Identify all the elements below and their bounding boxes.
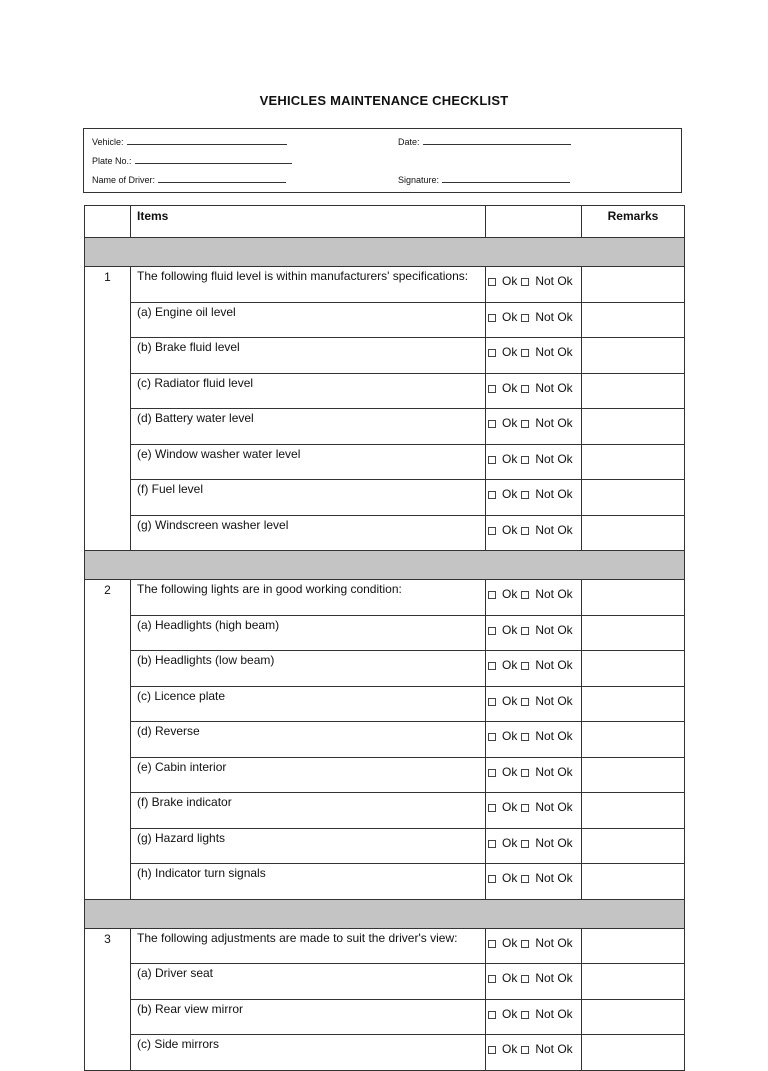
item-label: (b) Rear view mirror — [131, 999, 486, 1035]
section-number: 1 — [85, 267, 131, 303]
section-number-cell — [85, 1035, 131, 1071]
ok-label: Ok — [502, 451, 518, 466]
section-number: 2 — [85, 580, 131, 616]
ok-checkbox[interactable] — [488, 875, 496, 883]
item-label: (b) Brake fluid level — [131, 338, 486, 374]
item-label: (c) Radiator fluid level — [131, 373, 486, 409]
item-label: (d) Battery water level — [131, 409, 486, 445]
item-label: The following adjustments are made to suit the driver's view: — [131, 928, 486, 964]
ok-checkbox[interactable] — [488, 769, 496, 777]
not-ok-checkbox[interactable] — [521, 591, 529, 599]
ok-label: Ok — [502, 522, 518, 537]
vehicle-field[interactable] — [92, 135, 287, 147]
not-ok-label: Not Ok — [535, 1042, 573, 1056]
table-row — [85, 722, 685, 758]
not-ok-checkbox[interactable] — [521, 875, 529, 883]
section-number-cell — [85, 722, 131, 758]
remarks-header: Remarks — [582, 206, 685, 238]
section-number-cell — [85, 793, 131, 829]
section-number-cell — [85, 757, 131, 793]
section-number: 3 — [85, 928, 131, 964]
not-ok-label: Not Ok — [535, 345, 573, 359]
table-row — [85, 964, 685, 1000]
ok-checkbox[interactable] — [488, 527, 496, 535]
remarks-cell[interactable] — [582, 722, 685, 758]
section-separator — [85, 238, 685, 267]
not-ok-label: Not Ok — [535, 871, 573, 885]
remarks-cell[interactable] — [582, 480, 685, 516]
not-ok-checkbox[interactable] — [521, 940, 529, 948]
not-ok-label: Not Ok — [535, 658, 573, 672]
ok-checkbox[interactable] — [488, 662, 496, 670]
ok-checkbox[interactable] — [488, 278, 496, 286]
not-ok-label: Not Ok — [535, 522, 573, 537]
ok-label: Ok — [502, 729, 518, 743]
ok-checkbox[interactable] — [488, 698, 496, 706]
remarks-cell[interactable] — [582, 999, 685, 1035]
table-row — [85, 651, 685, 687]
status-options — [486, 793, 582, 829]
not-ok-checkbox[interactable] — [521, 278, 529, 286]
ok-label: Ok — [502, 1042, 518, 1056]
ok-checkbox[interactable] — [488, 840, 496, 848]
not-ok-label: Not Ok — [535, 622, 573, 637]
signature-label: Signature: — [398, 175, 440, 185]
not-ok-label: Not Ok — [535, 309, 573, 324]
status-options — [486, 444, 582, 480]
status-options — [486, 651, 582, 687]
ok-label: Ok — [502, 658, 518, 672]
ok-checkbox[interactable] — [488, 420, 496, 428]
ok-label: Ok — [502, 274, 518, 288]
section-number-cell — [85, 999, 131, 1035]
status-options — [486, 580, 582, 616]
ok-checkbox[interactable] — [488, 733, 496, 741]
item-label: (c) Licence plate — [131, 686, 486, 722]
not-ok-label: Not Ok — [535, 800, 573, 814]
signature-field[interactable] — [398, 173, 570, 185]
table-row — [85, 580, 685, 616]
section-separator-cell — [85, 899, 685, 928]
section-number-cell — [85, 864, 131, 900]
signature-input-line[interactable] — [442, 173, 570, 183]
status-options — [486, 302, 582, 338]
plate-input-line[interactable] — [135, 154, 292, 164]
remarks-cell[interactable] — [582, 928, 685, 964]
table-row — [85, 615, 685, 651]
ok-checkbox[interactable] — [488, 804, 496, 812]
not-ok-label: Not Ok — [535, 416, 573, 430]
status-options — [486, 864, 582, 900]
item-label: (g) Hazard lights — [131, 828, 486, 864]
section-number-cell — [85, 515, 131, 551]
status-options — [486, 722, 582, 758]
not-ok-checkbox[interactable] — [521, 527, 529, 535]
not-ok-checkbox[interactable] — [521, 840, 529, 848]
table-row — [85, 444, 685, 480]
item-label: (a) Engine oil level — [131, 302, 486, 338]
not-ok-checkbox[interactable] — [521, 385, 529, 393]
table-row — [85, 1035, 685, 1071]
not-ok-checkbox[interactable] — [521, 975, 529, 983]
ok-checkbox[interactable] — [488, 456, 496, 464]
remarks-cell[interactable] — [582, 828, 685, 864]
status-options — [486, 409, 582, 445]
ok-checkbox[interactable] — [488, 385, 496, 393]
ok-label: Ok — [502, 693, 518, 708]
ok-checkbox[interactable] — [488, 975, 496, 983]
ok-checkbox[interactable] — [488, 349, 496, 357]
status-options — [486, 338, 582, 374]
date-label: Date: — [398, 137, 420, 147]
status-options — [486, 515, 582, 551]
ok-checkbox[interactable] — [488, 940, 496, 948]
status-options — [486, 757, 582, 793]
date-field[interactable] — [398, 135, 571, 147]
not-ok-label: Not Ok — [535, 935, 573, 950]
ok-checkbox[interactable] — [488, 491, 496, 499]
remarks-cell[interactable] — [582, 793, 685, 829]
ok-checkbox[interactable] — [488, 314, 496, 322]
remarks-cell[interactable] — [582, 580, 685, 616]
table-row — [85, 828, 685, 864]
status-options — [486, 1035, 582, 1071]
not-ok-checkbox[interactable] — [521, 491, 529, 499]
ok-label: Ok — [502, 416, 518, 430]
section-number-cell — [85, 480, 131, 516]
driver-field[interactable] — [92, 173, 286, 185]
remarks-cell[interactable] — [582, 615, 685, 651]
section-number-cell — [85, 444, 131, 480]
status-options — [486, 928, 582, 964]
table-row — [85, 686, 685, 722]
remarks-cell[interactable] — [582, 686, 685, 722]
table-row — [85, 267, 685, 303]
table-row — [85, 928, 685, 964]
remarks-cell[interactable] — [582, 651, 685, 687]
not-ok-checkbox[interactable] — [521, 349, 529, 357]
not-ok-checkbox[interactable] — [521, 1011, 529, 1019]
not-ok-label: Not Ok — [535, 451, 573, 466]
not-ok-checkbox[interactable] — [521, 314, 529, 322]
table-row — [85, 373, 685, 409]
section-separator — [85, 899, 685, 928]
item-label: (f) Brake indicator — [131, 793, 486, 829]
ok-checkbox[interactable] — [488, 591, 496, 599]
section-separator-cell — [85, 238, 685, 267]
table-row — [85, 302, 685, 338]
item-label: (c) Side mirrors — [131, 1035, 486, 1071]
not-ok-label: Not Ok — [535, 729, 573, 743]
item-label: (d) Reverse — [131, 722, 486, 758]
plate-label: Plate No.: — [92, 156, 132, 166]
remarks-cell[interactable] — [582, 267, 685, 303]
status-options — [486, 964, 582, 1000]
item-label: (e) Window washer water level — [131, 444, 486, 480]
table-row — [85, 757, 685, 793]
ok-label: Ok — [502, 622, 518, 637]
ok-label: Ok — [502, 1006, 518, 1021]
remarks-cell[interactable] — [582, 444, 685, 480]
status-options — [486, 373, 582, 409]
remarks-cell[interactable] — [582, 409, 685, 445]
vehicle-input-line[interactable] — [127, 135, 287, 145]
remarks-cell[interactable] — [582, 373, 685, 409]
status-header — [486, 206, 582, 238]
item-label: (b) Headlights (low beam) — [131, 651, 486, 687]
item-label: (e) Cabin interior — [131, 757, 486, 793]
section-number-cell — [85, 964, 131, 1000]
not-ok-label: Not Ok — [535, 380, 573, 395]
remarks-cell[interactable] — [582, 864, 685, 900]
remarks-cell[interactable] — [582, 515, 685, 551]
not-ok-label: Not Ok — [535, 693, 573, 708]
not-ok-label: Not Ok — [535, 764, 573, 779]
table-row — [85, 999, 685, 1035]
section-number-cell — [85, 686, 131, 722]
section-separator-cell — [85, 551, 685, 580]
status-options — [486, 828, 582, 864]
item-label: The following lights are in good working condition: — [131, 580, 486, 616]
section-number-cell — [85, 615, 131, 651]
ok-label: Ok — [502, 487, 518, 501]
not-ok-label: Not Ok — [535, 487, 573, 501]
ok-label: Ok — [502, 587, 518, 601]
not-ok-checkbox[interactable] — [521, 1046, 529, 1054]
table-row — [85, 480, 685, 516]
not-ok-checkbox[interactable] — [521, 662, 529, 670]
ok-checkbox[interactable] — [488, 627, 496, 635]
status-options — [486, 267, 582, 303]
not-ok-checkbox[interactable] — [521, 627, 529, 635]
number-header — [85, 206, 131, 238]
section-number-cell — [85, 409, 131, 445]
section-number-cell — [85, 373, 131, 409]
ok-label: Ok — [502, 764, 518, 779]
not-ok-label: Not Ok — [535, 835, 573, 850]
item-label: (a) Driver seat — [131, 964, 486, 1000]
section-number-cell — [85, 338, 131, 374]
vehicle-label: Vehicle: — [92, 137, 124, 147]
date-input-line[interactable] — [423, 135, 571, 145]
remarks-cell[interactable] — [582, 302, 685, 338]
remarks-cell[interactable] — [582, 338, 685, 374]
remarks-cell[interactable] — [582, 1035, 685, 1071]
table-row — [85, 409, 685, 445]
vehicle-info-box — [83, 128, 682, 193]
remarks-cell[interactable] — [582, 964, 685, 1000]
not-ok-checkbox[interactable] — [521, 804, 529, 812]
driver-input-line[interactable] — [158, 173, 286, 183]
not-ok-label: Not Ok — [535, 971, 573, 985]
status-options — [486, 686, 582, 722]
ok-label: Ok — [502, 380, 518, 395]
ok-label: Ok — [502, 345, 518, 359]
section-number-cell — [85, 302, 131, 338]
ok-checkbox[interactable] — [488, 1011, 496, 1019]
not-ok-checkbox[interactable] — [521, 456, 529, 464]
not-ok-label: Not Ok — [535, 1006, 573, 1021]
not-ok-label: Not Ok — [535, 274, 573, 288]
ok-label: Ok — [502, 800, 518, 814]
ok-label: Ok — [502, 871, 518, 885]
page-title: VEHICLES MAINTENANCE CHECKLIST — [259, 93, 509, 108]
ok-label: Ok — [502, 835, 518, 850]
section-number-cell — [85, 651, 131, 687]
table-row — [85, 864, 685, 900]
driver-label: Name of Driver: — [92, 175, 156, 185]
section-number-cell — [85, 828, 131, 864]
item-label: (a) Headlights (high beam) — [131, 615, 486, 651]
item-label: (h) Indicator turn signals — [131, 864, 486, 900]
status-options — [486, 615, 582, 651]
item-label: (f) Fuel level — [131, 480, 486, 516]
plate-field[interactable] — [92, 154, 292, 166]
not-ok-checkbox[interactable] — [521, 698, 529, 706]
item-label: The following fluid level is within manufacturers' specifications: — [131, 267, 486, 303]
checklist-table — [84, 205, 685, 1071]
status-options — [486, 999, 582, 1035]
not-ok-checkbox[interactable] — [521, 733, 529, 741]
table-row — [85, 793, 685, 829]
table-row — [85, 338, 685, 374]
ok-label: Ok — [502, 309, 518, 324]
section-separator — [85, 551, 685, 580]
remarks-cell[interactable] — [582, 757, 685, 793]
ok-label: Ok — [502, 971, 518, 985]
not-ok-checkbox[interactable] — [521, 769, 529, 777]
table-header-row — [85, 206, 685, 238]
status-options — [486, 480, 582, 516]
item-label: (g) Windscreen washer level — [131, 515, 486, 551]
items-header: Items — [131, 206, 486, 238]
ok-label: Ok — [502, 935, 518, 950]
table-row — [85, 515, 685, 551]
not-ok-label: Not Ok — [535, 587, 573, 601]
not-ok-checkbox[interactable] — [521, 420, 529, 428]
ok-checkbox[interactable] — [488, 1046, 496, 1054]
